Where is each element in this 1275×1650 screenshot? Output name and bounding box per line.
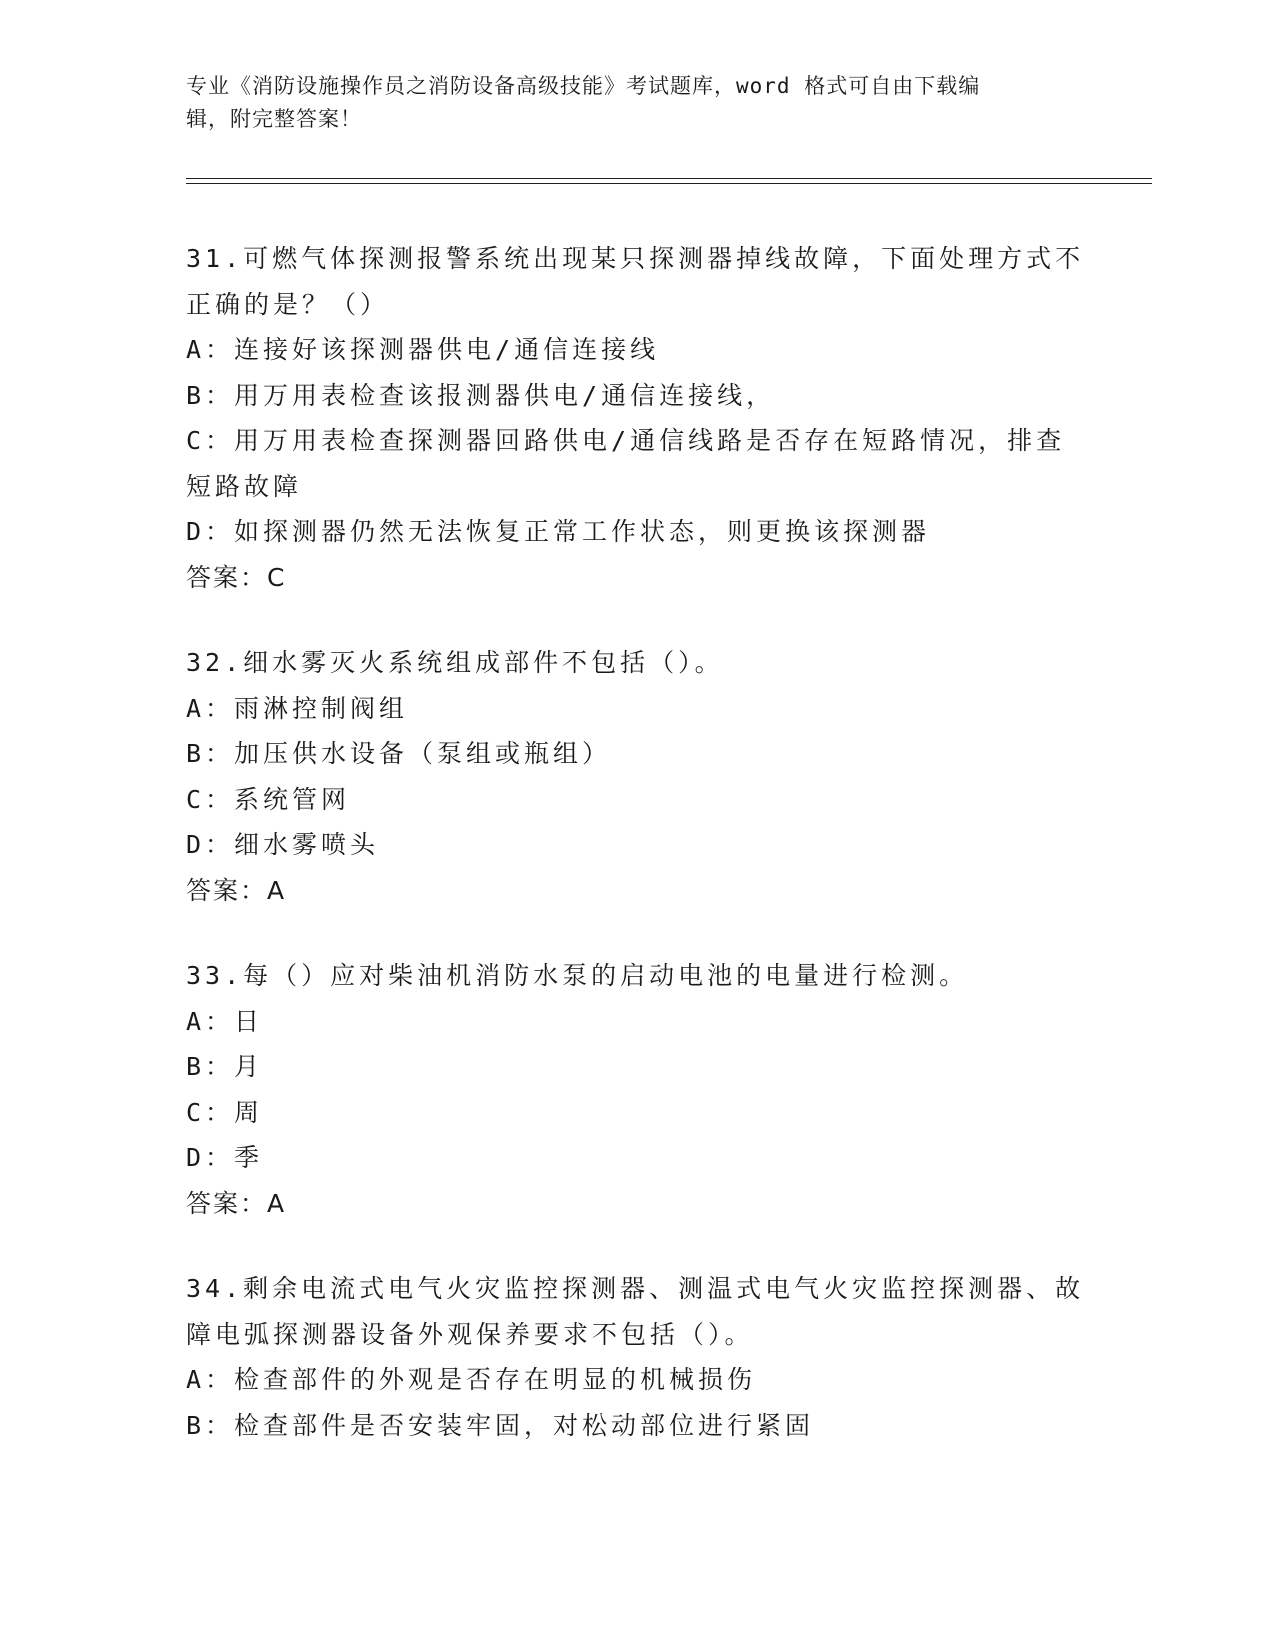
question-block bbox=[186, 1266, 1086, 1448]
question-block bbox=[186, 640, 1086, 913]
option-line: B：加压供水设备（泵组或瓶组） bbox=[186, 739, 612, 768]
question-block bbox=[186, 236, 1086, 600]
option-line: C：用万用表检查探测器回路供电/通信线路是否存在短路情况，排查 bbox=[186, 426, 1066, 455]
question-stem-line: 31.可燃气体探测报警系统出现某只探测器掉线故障，下面处理方式不 bbox=[186, 244, 1085, 273]
question-stem-line: 障电弧探测器设备外观保养要求不包括（）。 bbox=[186, 1319, 754, 1349]
header-line-2: 辑，附完整答案！ bbox=[186, 107, 362, 131]
option-line: 短路故障 bbox=[186, 471, 303, 501]
option-line: D：如探测器仍然无法恢复正常工作状态，则更换该探测器 bbox=[186, 517, 931, 546]
answer-line: 答案：A bbox=[186, 875, 287, 905]
header-divider-bottom bbox=[186, 183, 1152, 184]
option-line: A：检查部件的外观是否存在明显的机械损伤 bbox=[186, 1365, 757, 1394]
option-line: C：系统管网 bbox=[186, 784, 351, 814]
option-line: A：日 bbox=[186, 1006, 264, 1036]
option-line: C：周 bbox=[186, 1097, 264, 1127]
option-line: B：用万用表检查该报测器供电/通信连接线， bbox=[186, 380, 776, 410]
option-line: A：连接好该探测器供电/通信连接线 bbox=[186, 335, 660, 364]
header-divider-top bbox=[186, 178, 1152, 179]
option-line: B：月 bbox=[186, 1052, 264, 1081]
option-line: B：检查部件是否安装牢固，对松动部位进行紧固 bbox=[186, 1410, 815, 1440]
question-stem-line: 33.每（）应对柴油机消防水泵的启动电池的电量进行检测。 bbox=[186, 961, 969, 990]
document-header bbox=[186, 70, 1066, 136]
question-block bbox=[186, 953, 1086, 1226]
answer-line: 答案：A bbox=[186, 1188, 287, 1218]
option-line: D：细水雾喷头 bbox=[186, 830, 380, 859]
question-list bbox=[186, 236, 1086, 1488]
header-line-1: 专业《消防设施操作员之消防设备高级技能》考试题库，word 格式可自由下载编 bbox=[186, 74, 981, 98]
question-stem-line: 34.剩余电流式电气火灾监控探测器、测温式电气火灾监控探测器、故 bbox=[186, 1274, 1085, 1303]
answer-line: 答案：C bbox=[186, 562, 287, 592]
question-stem-line: 正确的是？（） bbox=[186, 289, 390, 319]
option-line: D：季 bbox=[186, 1143, 264, 1172]
question-stem-line: 32.细水雾灭火系统组成部件不包括（）。 bbox=[186, 648, 724, 677]
option-line: A：雨淋控制阀组 bbox=[186, 693, 409, 723]
